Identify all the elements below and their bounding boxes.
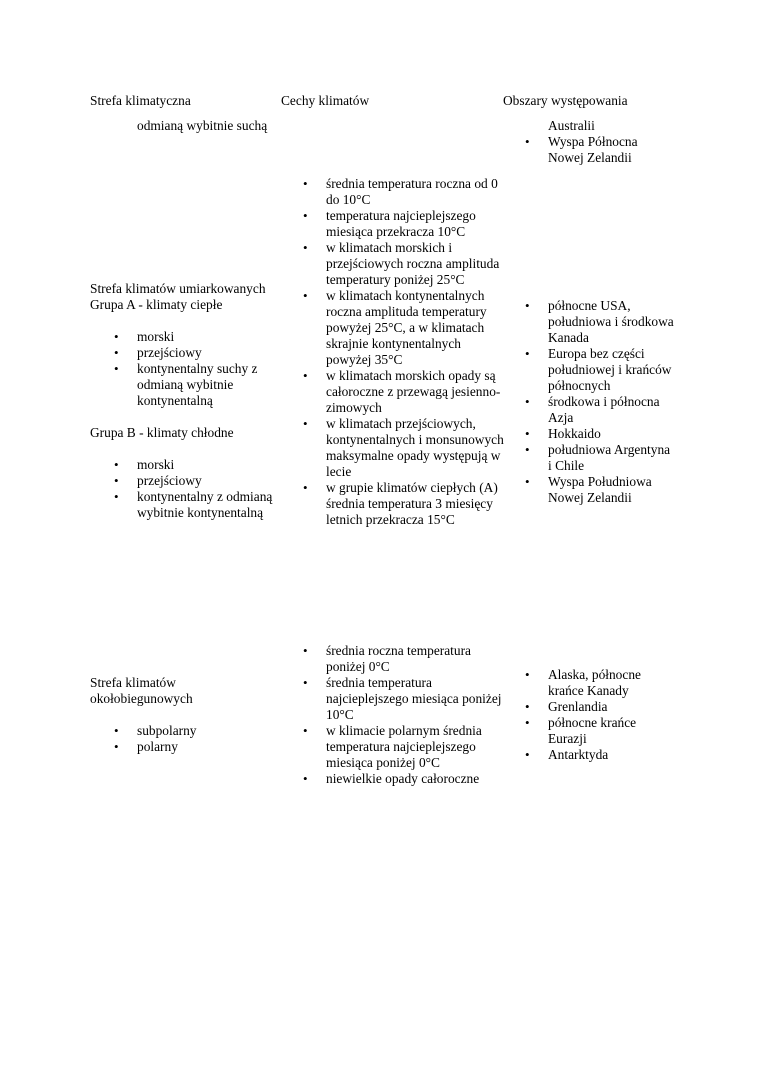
list-item: • subpolarny [114,723,215,739]
list-item: • środkowa i północna Azja [525,394,675,426]
group-a-title: Grupa A - klimaty ciepłe [90,297,223,312]
list-item: • południowa Argentyna i Chile [525,442,675,474]
list-item: • Wyspa Północna Nowej Zelandii [525,134,655,166]
list-item: • niewielkie opady całoroczne [303,771,508,787]
polar-zone-cell [90,675,215,755]
list-item: • w klimatach morskich opady są całoroczne z przewagą jesienno-zimowych [303,368,508,416]
group-b-title: Grupa B - klimaty chłodne [90,425,234,440]
list-item: • polarny [114,739,215,755]
list-item: • w grupie klimatów ciepłych (A) średnia temperatura 3 miesięcy letnich przekracza 15°C [303,480,508,528]
temperate-areas-cell [525,298,675,506]
header-features: Cechy klimatów [281,93,370,108]
list-item: • w klimatach przejściowych, kontynentalnych i monsunowych maksymalne opady występują w lecie [303,416,508,480]
list-item: • morski [114,329,264,345]
polar-features-cell [303,643,508,787]
polar-areas-list [525,667,675,763]
list-item: • Europa bez części południowej i krańców północnych [525,346,675,394]
header-areas: Obszary występowania [503,93,628,108]
list-item: • średnia temperatura najcieplejszego miesiąca poniżej 10°C [303,675,508,723]
header-zone: Strefa klimatyczna [90,93,191,108]
continuation-areas [525,118,655,166]
group-b-list [114,457,289,521]
polar-zone-title: Strefa klimatów okołobiegunowych [90,675,193,706]
list-item: • w klimatach morskich i przejściowych roczna amplituda temperatury poniżej 25°C [303,240,508,288]
list-item: • Grenlandia [525,699,675,715]
list-item: • średnia roczna temperatura poniżej 0°C [303,643,508,675]
list-item: • temperatura najcieplejszego miesiąca przekracza 10°C [303,208,508,240]
list-item: • północne krańce Eurazji [525,715,675,747]
temperate-features-cell [303,176,508,528]
continuation-zone-text: odmianą wybitnie suchą [137,118,268,133]
list-item: • średnia temperatura roczna od 0 do 10°C [303,176,508,208]
list-item: • kontynentalny suchy z odmianą wybitnie kontynentalną [114,361,264,409]
continuation-area-list [525,134,655,166]
list-item: • kontynentalny z odmianą wybitnie kontynentalną [114,489,289,521]
list-item: • w klimatach kontynentalnych roczna amplituda temperatury powyżej 25°C, a w klimatach skrajnie kontynentalnych powyżej 35°C [303,288,508,368]
list-item: • przejściowy [114,345,264,361]
temperate-areas-list [525,298,675,506]
polar-features-list [303,643,508,787]
list-item: • Alaska, północne krańce Kanady [525,667,675,699]
list-item: • w klimacie polarnym średnia temperatura najcieplejszego miesiąca poniżej 0°C [303,723,508,771]
list-item: • północne USA, południowa i środkowa Kanada [525,298,675,346]
list-item: • Hokkaido [525,426,675,442]
list-item: • Antarktyda [525,747,675,763]
list-item: • przejściowy [114,473,289,489]
continuation-area-line: Australii [548,118,595,133]
list-item: • morski [114,457,289,473]
group-a-list [114,329,264,409]
list-item: • Wyspa Południowa Nowej Zelandii [525,474,675,506]
polar-areas-cell [525,667,675,763]
temperate-zone-title: Strefa klimatów umiarkowanych [90,281,266,296]
temperate-features-list [303,176,508,528]
polar-types-list [114,723,215,755]
temperate-zone-cell [90,281,290,521]
